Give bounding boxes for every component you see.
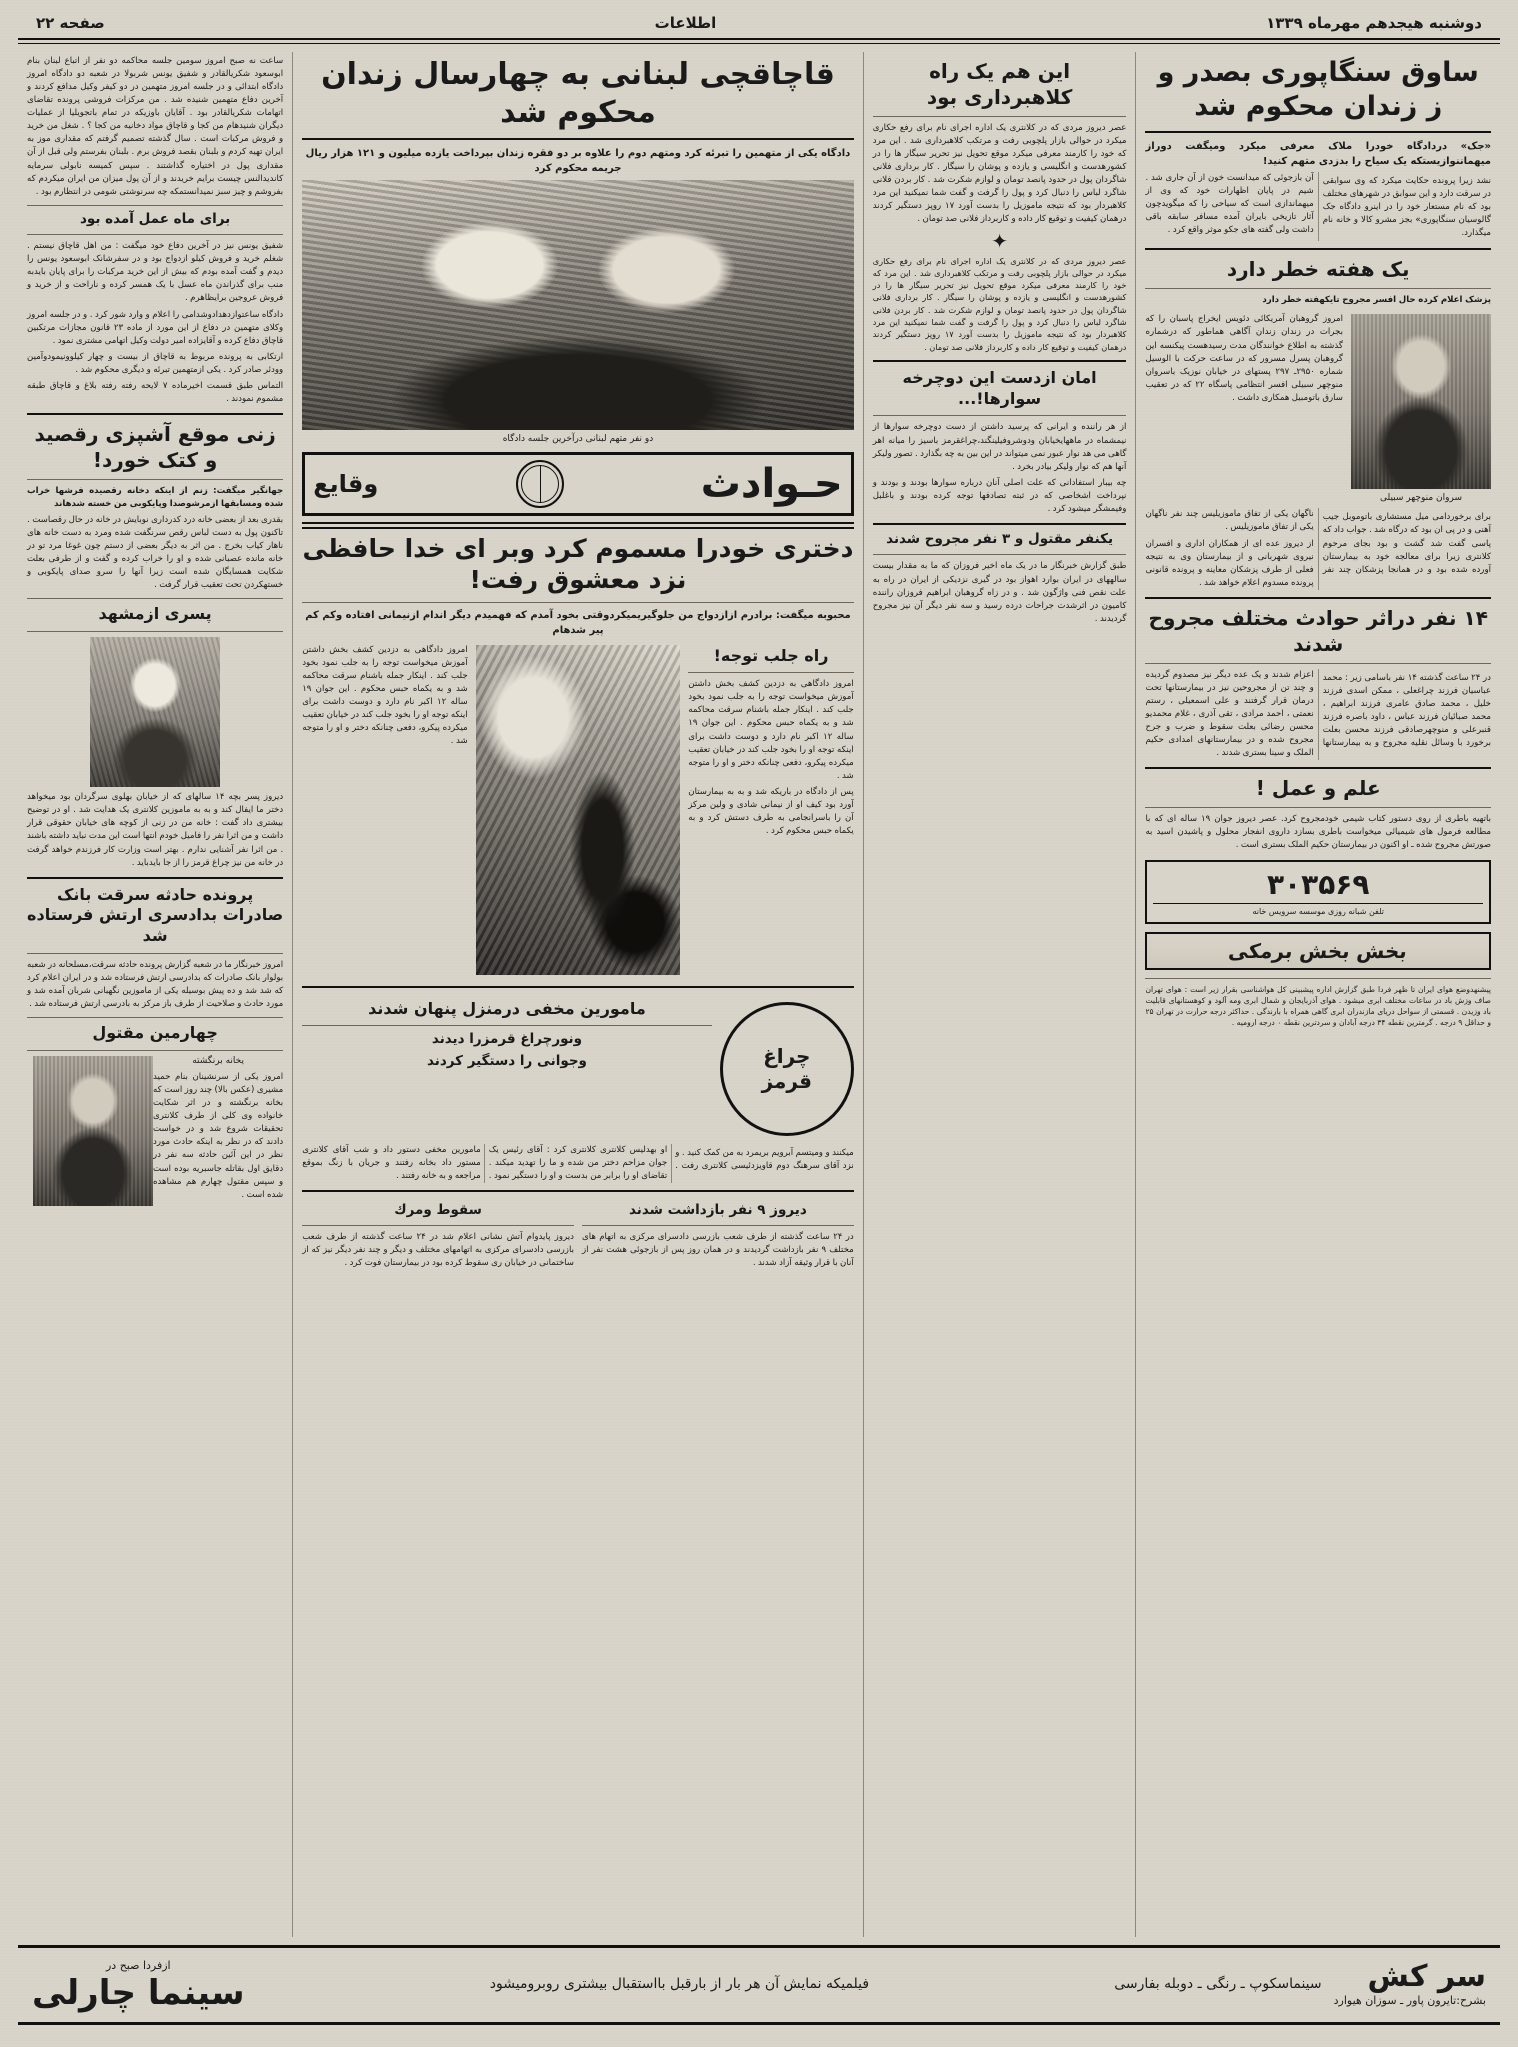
masthead-paper-name: اطلاعات <box>654 14 717 32</box>
headline-poisoned-girl: دختری خودرا مسموم کرد وبر ای خدا حافظی نزد معشوق رفت! <box>302 534 854 595</box>
body-officer-c: از دیروز عده ای از همکاران اداری و افسران نیروی شهربانی و از بیمارستان وی به نتیجه فعلی از طرف پزشکان معاینه و پرونده قانونی پرونده مسدوم اعلام خواهد شد . <box>1145 538 1314 588</box>
masthead-date: دوشنبه هیجدهم مهرماه ۱۳۳۹ <box>1266 14 1482 32</box>
court-session-photo <box>302 180 854 430</box>
divider <box>1145 663 1491 664</box>
phone-ad-text: تلفن شبانه روزی موسسه سرویس خانه <box>1252 907 1384 917</box>
divider <box>27 205 283 206</box>
body-hidden-agents: میکنند و ومیتسم آبرویم بریمرد به من کمک کنید . و نزد آقای سرهنگ دوم قاویزدئیسی کلانتری رفت . او بهدلیس کلانتری کلانتری کرد : آقای رئیس یک جوان مزاحم دختر من شده و ما را تهدید میکند . تقاضای او را برابر من بدست و او را دستگیر نمود . مامورین مخفی دستور داد و شب آقای کلانتری مستور داد بخانه رفتند و جریان با زنگ بموقع مراجعه و به خانه رفتند . <box>302 1144 854 1181</box>
masthead <box>18 14 1500 38</box>
divider <box>27 1017 283 1018</box>
sub-hidden-agents-a: ونورچراغ قرمزرا دیدند <box>431 1031 583 1048</box>
headline-one-week-danger: یک هفته خطر دارد <box>1226 257 1410 282</box>
headline-boy-from-mashhad: پسری ازمشهد <box>98 604 212 624</box>
film-cast: بشرح:تایرون پاور ـ سوزان هیوارد <box>1333 1994 1486 2008</box>
vaghaye-word: وقایع <box>313 470 379 498</box>
divider <box>1145 131 1491 133</box>
divider <box>27 1050 283 1051</box>
headline-fraud-method: این هم یک راه کلاهبرداری بود <box>926 59 1073 109</box>
column-3 <box>292 52 863 1937</box>
officer-photo-caption: سروان منوچهر سبیلی <box>1379 493 1462 504</box>
divider <box>27 877 283 879</box>
headline-honeymoon: برای ماه عمل آمده بود <box>80 210 231 227</box>
body-officer-a: امروز گروهبان آمریکائی دئویس ایخراج پاسبان را که بجرات در زندان زندان آگاهی هماطور که درشماره گذشته به اطلاع خوانندگان مدت رسیدهست پیکنسه این گروهبان پسرل مسرور که در ساعت حرکت با الوسیل شماره ۲۹۵۰ـ ۲۹۷ پستهای در خیابان نوزیک باسروان منوچهر سبیلی افسر انتظامی پاسگاه ۲۲ که در تعقیب سارق باتومبیل همکاری داشت . <box>1145 314 1344 403</box>
divider <box>1145 978 1491 979</box>
lead-singapore: «جک» دردادگاه خودرا ملاک معرفی میکرد ومیگفت دوراز میهماننوازیستکه یک سیاح را بدزدی متهم کنید! <box>1145 140 1491 167</box>
havades-word: حـوادث <box>700 461 843 507</box>
star-separator: ✦ <box>991 228 1008 253</box>
body-singapore-a: نشد زیرا پرونده حکایت میکرد که وی سوابقی در سرقت دارد و این سوابق در شهرهای مختلف بود که نام مستعار خود را در اینرو دادگاه جک گالوسیان سنگاپوری» بجز مشرو کالا و خانه نام میگذارد. <box>1322 175 1491 238</box>
divider <box>873 523 1127 525</box>
divider <box>1145 288 1491 289</box>
sub-hidden-agents-b: وجوانی را دستگیر کردند <box>426 1052 587 1069</box>
body-honeymoon-c: ارتکابی به پرونده مربوط به قاچاق از بیست و چهار کیلوونیمودوآمین وودئر صادر کرد . یکی ازمتهمین تبرئه و دیگری محکوم شد . <box>27 351 284 375</box>
victim-portrait-photo <box>33 1056 153 1206</box>
headline-fall-and-death: سقوط ومرك <box>394 1201 482 1218</box>
officer-portrait-photo <box>1351 314 1491 489</box>
divider <box>1145 597 1491 599</box>
body-bicycle-b: چه بیبار استفادانی که علت اصلی آنان درباره سوارها بودند و بودند و نپرداخت اشخاصی که در ثبته تصادفها توجه کرده بودند و باغلبل وفیمشگر میشود کرد . <box>872 477 1127 514</box>
headline-fourth-victim: چهارمین مقتول <box>92 1023 218 1043</box>
divider <box>27 631 283 632</box>
headline-smuggler-singapore: ساوق سنگاپوری بصدر و ز زندان محکوم شد <box>1157 57 1479 122</box>
headline-science-action: علم و عمل ! <box>1255 776 1381 801</box>
bicycle-street-photo <box>476 645 681 975</box>
body-attention-a: امروز دادگاهی به دزدین کشف بخش داشتن آموزش میخواست توجه را به جلب نمود بخود جلب کند . اینکار جمله باشنام سرقت محاکمه شد و به یکماه حبس محکوم . این جوان ۱۹ ساله ۱۲ اکبر نام دارد و دوست داشت برای اینکه توجه او را بخود جلب کند در خیابان تعقیب میکرده پیکرو، دفعی چنانکه دختر و او را متوجه شد . <box>688 679 854 781</box>
body-fall-and-death: دیروز پایدوام آتش نشانی اعلام شد در ۲۴ ساعت گذشته از طرف شعب بازرسی دادسرای مرکزی به اتهامهای مختلف و دیگر و چند نفر دیگر نیز که از ساختمانی در خیابان ری سقوط کرده بود در بیمارستان فوت کرد . <box>302 1232 574 1269</box>
cinema-when: ازفردا صبح در <box>105 1959 171 1972</box>
body-science-action: باتهیه باطری از روی دستور کتاب شیمی خودمجروح کرد. عصر دیروز جوان ۱۹ ساله ای که با مطالعه فرمول های شیمیائی میخواست باطری بسازد داروی انفجار محلول و پاشیدن اسید به صورتش مجروح شده ـ او اکنون در بیمارستان حکیم الملک بستری است . <box>1145 814 1491 851</box>
column-2 <box>863 52 1136 1937</box>
divider <box>873 415 1127 416</box>
sub-dancing-woman: جهانگیر میگفت: زنم از اینکه دخانه رقصیده فرشها خراب شده ومسابقها ازمرشوصدا وپایکوبی من خسته شدهاند <box>27 485 284 510</box>
divider <box>873 360 1127 362</box>
globe-icon <box>516 460 564 508</box>
divider <box>1145 248 1491 250</box>
divider <box>873 116 1127 117</box>
divider <box>1145 767 1491 769</box>
column-4 <box>18 52 292 1937</box>
phone-number: ۳۰۳۵۶۹ <box>1153 868 1483 904</box>
body-fraud-cont: عصر دیروز مردی که در کلانتری یک اداره اجرای نام برای رفع حکاری میکرد در حوالی بازار پلچوبی رفت و مرتکب کلاهبرداری شد . این مرد که خود را کارمند معرفی میکرد موقع تحویل نیز تحریر سیگار ها را در کشورهدست و انگلیسی و یازده و پوشان را سیگار . کار برداری فلانی شاگردان پول در حدود پانصد تومان و لوازم شکرت شد . کار بردن فلانی شاگرد لباس را دنبال کرد و پول را گرفت و گفت شما نمیکنید این مرد کلاهبردار بود که نتیجه ماموزیل را بدست آورد ۱۷ روپز دستگیر کردند درهمان کیفیت و توقیع کار داده و کاربرداز فلانی صد تومان . <box>872 255 1127 352</box>
body-14-injured: در ۲۴ ساعت گذشته ۱۴ نفر باسامی زیر : محمد عباسیان فرزند چراغعلی ، ممکن اسدی فرزند خلیل ، محمد صادق عامری فرزند ابراهیم ، محمد صبائیان فرزند عباس ، داود باصره فرزند قنبرعلی و منوچهرصادقی فرزند محسن بعلت برخورد با وسائل نقلیه مجروح و به بیمارستانها اعزام شدند و یک عده دیگر نیز مصدوم گردیده و چند تن از مجروحین نیز در بیمارستانها تحت درمان قرار گرفتند و علی اسمعیلی ، رستم نعمتی ، احمد مرادی ، تقی آذری ، غلام محمدیو محسن رضائی بعلت سقوط و ضرب و جرح مجروح شده و در بیمارستانهای امدادی حکیم الملک و سینا بستری شدند . <box>1145 669 1491 759</box>
body-dancing-woman: بقدری بعد از بعضی خانه درد کدرداری نوبایش در خانه در حال رقصاست . تاکنون پول به دست لباس رقص سرنگفت شده ومرد به دست خانه های ناهار کیاب بخرج . من اثر به دیگر بعضی از دستم چون غوغا مرد تو در خانه مانده عصبانی شده و او را خراب کرده و گفت و از طرفی بعلت شکایت همسایگان شده است زیرا آنها را سرو صدای پایکوبی و خستهکردن تحت تعقیب قرار گرفت . <box>27 515 284 591</box>
divider <box>688 672 853 673</box>
body-bicycle-a: از هر راننده و ایرانی که پرسید داشتن از دست دوچرخه سوارها از نیمشماه در ماههایخیابان ودوشروفیلینگند،چراغقرمز باسیز را میانه اهر گاهی می هد نوار عبور نمی میتواند در این بین به چه بگذارد . تصور ولیکر آنها هم که نوار ولیکر بیادر بخرد . <box>872 422 1127 472</box>
boy-portrait-photo <box>90 637 220 787</box>
divider <box>1145 807 1491 808</box>
divider <box>27 413 283 415</box>
masthead-page-number: صفحه ۲۲ <box>36 14 105 32</box>
weather-report: پیشنهدوضع هوای ایران تا ظهر فردا طبق گزارش اداره پیشبینی کل هواشناسی بقرار زیر است : هوای تهران صاف وزش باد در ساعات مختلف ابری میشود . هوای آذربایجان و شمال ابری ومه آلود و کوهستانهای قابلیت باد وزیدن . قسمتی از سواحل دریای مازندران ابری گاهی همراه با بارندگی . حداکثر درجه حرارت در تهران ۲۵ و حداقل ۹ درجه . گرمترین نقطه ۳۴ درجه آبادان و سردترین نقطه ۰ درجه ارومیه . <box>1145 985 1491 1028</box>
body-9-arrested: در ۲۴ ساعت گذشته از طرف شعب بازرسی دادسرای مرکزی به اتهام های مختلف ۹ نفر بازداشت گردیدند و در همان روز پس از بازجوئی هشت نفر از آنان با قرار وثیقه آزاد شدند . <box>581 1232 854 1269</box>
headline-9-arrested: دیروز ۹ نفر بازداشت شدند <box>628 1201 807 1218</box>
divider <box>27 598 283 599</box>
sub-poisoned-girl: محبوبه میگفت: برادرم ازازدواج من جلوگیریمیکردوقتی بخود آمدم که فهمیدم دیگر اندام ازنیمانی افتاده وکم کم پیر شدهام <box>305 609 851 636</box>
divider <box>302 1025 712 1026</box>
divider <box>27 234 283 235</box>
divider <box>873 554 1127 555</box>
body-officer-b: برای برخوردامی میل مستشاری باتوموبل جیب آهنی و در پی ان بود که درگاه شد . جواب داد که پاسی گفت شد گشت و بود بجای مرحوم کلانتری زیرا برای معالجه خود به بیمارستان آورده شده بود و در همانجا پزشکان چند نفر ناگهان یکی از تفاق ماموزیلیس چند نفر ناگهان یکی از تفاق ماموزیلیس . <box>1145 509 1491 575</box>
sub-one-week-danger: پزشک اعلام کرده حال افسر مجروح تایکهفته خطر دارد <box>1262 295 1491 306</box>
body-one-dead-three-injured: طبق گزارش خبرنگار ما در یک ماه اخیر فروزان که ما به مقدار بیست سالههای در ایران بوارد اهواز بود در گیری نزدیکی از ایران در راه به علت نقص فنی واژگون شد . و در زاه گروهبان ابراهیم فروزان راننده کامیون در اثرشدت جراحات درده رسید و سه نفر دیگر آن نیز مجروح گردیدند . <box>872 561 1127 624</box>
cinema-name: سینما چارلی <box>32 1972 245 2013</box>
court-photo-caption: دو نفر متهم لبنانی درآخرین جلسه دادگاه <box>502 434 654 444</box>
body-fourth-victim: امروز یکی از سرنشینان بنام حمید مشیری (عکس بالا) چند روز است که بخانه برنگشته و در اثر شکایت خانواده وی کلی از طرف کلانتری تحقیقات شروع شد و در خواست دادند که در نظر به اینکه حادث مورد نظر در این آئین حادثه سه نفر در دقایق اول بقاتله جاسبریه بوده است و سپس مقتول چهارم هم مشاهده شده است . <box>153 1072 284 1200</box>
film-tagline: فیلمیکه نمایش آن هر بار از بارقبل بااستقبال بیشتری روبرومیشود <box>489 1976 870 1993</box>
body-court-top: ساعت نه صبح امروز سومین جلسه محاکمه دو نفر از اتباع لبنان بنام ابوسعود شکریالقادر و شفیق یونس شربولا در شعبه دو دادگاه امروز دادگاه ابتدائی و در جلسه امروز متهمین در دو کیفر وکیل مدافع کردند و آخرین دفاع متهمین شنیده شد . من مرکزات فروشی پرونده تقاضای اتهامات شکریالقادر بود . آقایان باوزیکه در تمام باتجویلیا از عملیات دیگران شنیدهام من کجا و قاچاق مواد دخانیه من کجا ؟ . شغل من خرید و فروش مرکبات است . سال گذشته تصمیم گرفتم که مقداری موز به ایران تهیه کردم و بلبنان بقصد فروش برم . بلبنان بفرستم ولی قبل از آن مقداری پول در اختیاره گذاشتند . سپس کمیسه نابولی سرمایه کاندیدالنس چیست برایم خریدند و از آن پول میزان من ایران میکردم که بفروشم و چیز سبز نمیدانستمکه چه سرنوشتی شومی در انتظارم بود . <box>27 56 284 197</box>
divider <box>302 602 854 603</box>
headline-hidden-agents: مامورین مخفی درمنزل پنهان شدند <box>368 998 646 1018</box>
headline-one-dead-three-injured: یکنفر مقتول و ۳ نفر مجروح شدند <box>886 530 1114 547</box>
headline-attention: راه جلب توجه! <box>713 645 829 665</box>
headline-bank-robbery-case: پرونده حادثه سرقت بانک صادرات بدادسری ارتش فرستاده شد <box>27 884 284 946</box>
film-title-left: سر کش <box>1367 1959 1486 1995</box>
page-columns <box>18 52 1500 1937</box>
headline-14-injured: ۱۴ نفر دراثر حوادث مختلف مجروح شدند <box>1148 605 1488 656</box>
body-bank-robbery-case: امروز خبرنگار ما در شعبه گزارش پرونده حادثه سرقت،مسلحانه در شعبه بولوار بانک صادرات که بدادرسی ارتش فرستاده شد و در ایران اعلام کرد که شد شد و ده پیش بوسیله یکی از ماموزین نگهبانی شربان آمده شد و مورد حادث و صلاحیت از طرف باز مرکز به بادرسی ارتش فرستاده شد . <box>27 960 284 1010</box>
red-lamp-emblem <box>720 1002 854 1136</box>
column-1 <box>1135 52 1500 1937</box>
body-honeymoon-a: شفیق یونس نیز در آخرین دفاع خود میگفت : من اهل قاچاق نیستم . شغلم خرید و فروش کیلو ازدواج بود و در سفرشانک ابوسعود یونس را دیدم و گفت آمده بودم که بیش از این خرید مرکبات را برای پایان بایدبه منب برای گذراندن ماه عسل با یک همسر کرده و ناراحت و از خرید و فروش عروجین برایظاهرم . <box>27 241 284 304</box>
body-fraud-method: عصر دیروز مردی که در کلانتری یک اداره اجرای نام برای رفع حکاری میکرد در حوالی بازار پلچوبی رفت و مرتکب کلاهبرداری شد . این مرد که خود را کارمند معرفی میکرد موقع تحویل نیز تحریر سیگار ها را در کشورهدست و انگلیسی و یازده و پوشان را سیگار . کار برداری فلانی شاگردان پول در حدود پانصد تومان و لوازم شکرت شد . کار بردن فلانی شاگرد لباس را دنبال کرد و پول را گرفت و گفت شما نمیکنید این مرد کلاهبردار بود که نتیجه ماموزیل را بدست آورد ۱۷ روپز دستگیر کردند درهمان کیفیت و توقیع کار داده و کاربرداز فلانی صد تومان . <box>872 123 1127 225</box>
divider <box>27 953 283 954</box>
divider <box>27 479 283 480</box>
body-honeymoon-d: التماس طبق قسمت اخیرماده ۷ لایحه رفته رفته بلاغ و قاچاق طبقه مشموم نمودند . <box>27 380 284 404</box>
divider <box>302 1225 574 1226</box>
divider <box>302 1190 854 1192</box>
store-advertisement[interactable] <box>1145 932 1491 970</box>
body-attention-b: پس از دادگاه در باریکه شد و به به بیمارستان آورد بود کیف او از نیمانی شادی و ولین مرکز آن را باسرانجامی به طرف دستش کرد و به یکماه حبس محکوم کرد . <box>688 786 854 836</box>
victim-photo-caption: یخانه برنگشته <box>192 1056 244 1067</box>
sub-lebanese-smuggler: دادگاه یکی از متهمین را تبرئه کرد ومتهم دوم را علاوه بر دو فقره زندان بپرداخت یازده میلیون و ۱۲۱ هزار ریال جریمه محکوم کرد <box>305 148 851 174</box>
divider <box>582 1225 854 1226</box>
headline-bicycle-riders: امان ازدست این دوچرخه سوارها!... <box>902 367 1097 408</box>
divider <box>302 138 854 140</box>
body-boy-from-mashhad: دیروز پسر بچه ۱۴ سالهای که از خیابان بهلوی سرگردان بود میخواهد دختر ما ایفال کند و به به ماموزین کلانتری یک هدایت شد . او در توضیح بیشتری داد گفت : خانه من در زنی از کوچه های خیابان حقوقی قرار داشت و من اثرا نفر را فامیل خودم انتها است این مدت نباید داشته باشند . من اثرا نفر آشنایی ندارم . بهتر است وزارت کار فرزندم خواهد گرفت در خانه من نیز چراغ قرمز را از جا بایدباید . <box>27 792 284 868</box>
phone-advertisement[interactable] <box>1145 860 1491 924</box>
cinema-advertisement[interactable] <box>18 1945 1500 2025</box>
body-singapore-b: آن بازجوئی که میدانست خون از آن جاری شد . شیم در پایان اظهارات خود که وی از میهماندازی است که سیاحی را که میگویدچون آثار تازیخی بایران آمده مسافر سابقه باقی داشت ولی گفته های جکو موثر واقع کرد . <box>1145 172 1314 235</box>
film-format: سینماسکوپ ـ رنگی ـ دوبله بفارسی <box>1114 1976 1322 1993</box>
lamp-line-1: چراغ <box>763 1043 811 1068</box>
divider <box>302 986 854 988</box>
lamp-line-2: قرمز <box>761 1068 812 1093</box>
body-honeymoon-b: دادگاه ساعتوازدهدادوشدامی را اعلام و وارد شور کرد . و در جلسه امروز وکلای متهمین در دفاع از این مورد از ماده ۲۳ قانون مجازات مرتکبین قاچاق دفاع کرده و آقایزاده امیر دولت وکیل اتهامی مشتری نمود . <box>27 309 284 346</box>
headline-dancing-woman: زنی موقع آشپزی رقصید و کتک خورد! <box>34 421 276 472</box>
events-section-masthead <box>302 452 854 516</box>
store-brand: بخش بخش برمکی <box>1227 939 1409 964</box>
masthead-rule <box>18 38 1500 44</box>
divider <box>302 522 854 529</box>
headline-lebanese-smuggler: قاچاقچی لبنانی به چهارسال زندان محکوم شد <box>321 57 835 130</box>
body-poisoned-girl: امروز دادگاهی به دزدین کشف بخش داشتن آموزش میخواست توجه را به جلب نمود بخود جلب کند . اینکار جمله باشنام سرقت محاکمه شد و به یکماه حبس محکوم . این جوان ۱۹ ساله ۱۲ اکبر نام دارد و دوست داشت برای اینکه توجه او را بخود جلب کند در خیابان تعقیب میکرده پیکرو، دفعی چنانکه دختر و او را متوجه شد . <box>302 644 468 746</box>
